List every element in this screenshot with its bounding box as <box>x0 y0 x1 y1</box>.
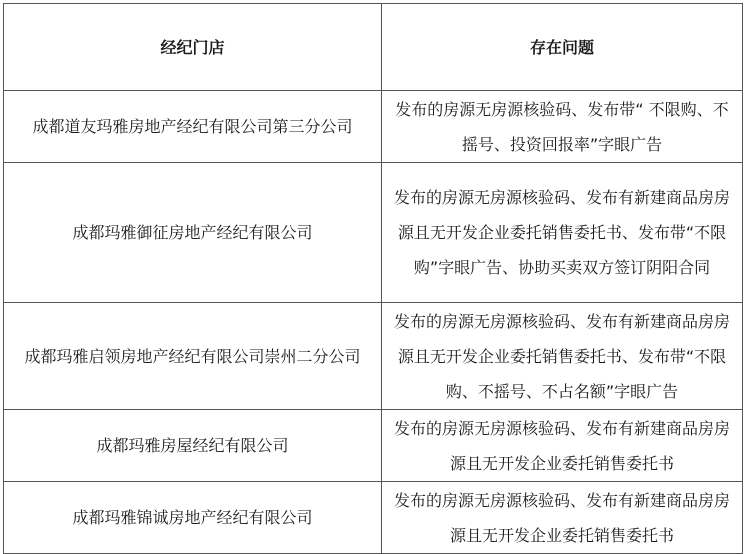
table-row <box>4 303 743 410</box>
store-cell: 成都玛雅御征房地产经纪有限公司 <box>4 163 382 303</box>
store-cell: 成都道友玛雅房地产经纪有限公司第三分公司 <box>4 91 382 163</box>
store-cell: 成都玛雅锦诚房地产经纪有限公司 <box>4 482 382 554</box>
stores-issues-table <box>3 3 743 554</box>
store-cell: 成都玛雅房屋经纪有限公司 <box>4 410 382 482</box>
table-row <box>4 482 743 554</box>
issue-cell: 发布的房源无房源核验码、发布带“ 不限购、不摇号、投资回报率”字眼广告 <box>382 91 743 163</box>
header-issue-emphasis: 问题 <box>562 37 595 57</box>
table-header-row <box>4 4 743 91</box>
store-cell: 成都玛雅启领房地产经纪有限公司崇州二分公司 <box>4 303 382 410</box>
header-store: 经纪门店 <box>4 4 382 91</box>
issue-cell: 发布的房源无房源核验码、发布有新建商品房房源且无开发企业委托销售委托书 <box>382 410 743 482</box>
table-row <box>4 410 743 482</box>
header-issue <box>382 4 743 91</box>
issue-cell: 发布的房源无房源核验码、发布有新建商品房房源且无开发企业委托销售委托书 <box>382 482 743 554</box>
issue-cell: 发布的房源无房源核验码、发布有新建商品房房源且无开发企业委托销售委托书、发布带“不限购”字眼广告、协助买卖双方签订阴阳合同 <box>382 163 743 303</box>
header-issue-prefix: 存在 <box>529 37 562 57</box>
table-row <box>4 163 743 303</box>
table-row <box>4 91 743 163</box>
issue-cell: 发布的房源无房源核验码、发布有新建商品房房源且无开发企业委托销售委托书、发布带“不限购、不摇号、不占名额”字眼广告 <box>382 303 743 410</box>
